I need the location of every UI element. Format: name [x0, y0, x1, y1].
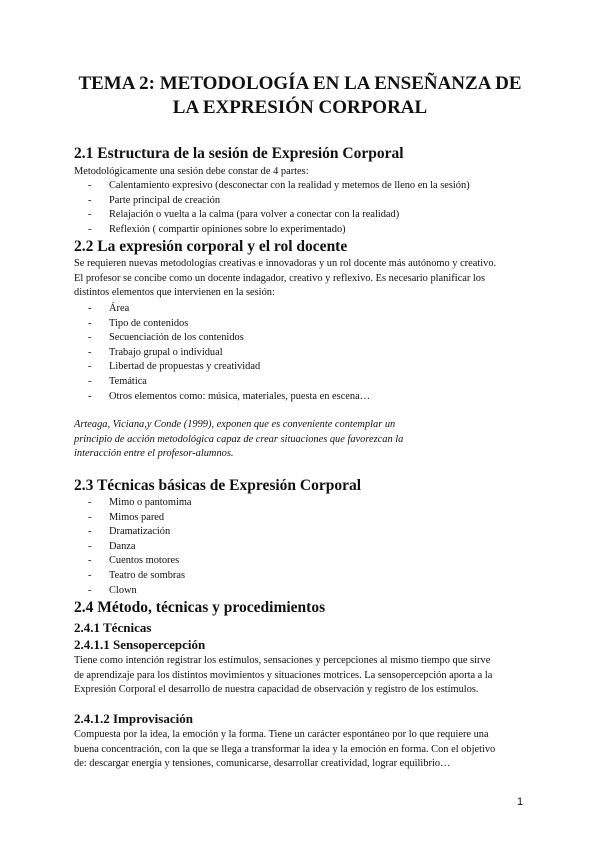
list-item: - Otros elementos como: música, materiales, puesta en escena…: [88, 390, 370, 405]
title-line-2: LA EXPRESIÓN CORPORAL: [172, 97, 428, 118]
paragraph-line: distintos elementos que intervienen en la sesión:: [74, 287, 275, 299]
list-item: - Reflexión ( compartir opiniones sobre lo experimentado): [88, 223, 470, 238]
list-item: - Tipo de contenidos: [88, 317, 370, 332]
section-2-1-intro-text: Metodológicamente una sesión debe constar de 4 partes:: [74, 166, 309, 177]
section-2-1-heading: 2.1 Estructura de la sesión de Expresión Corporal: [74, 145, 404, 162]
list-item: - Secuenciación de los contenidos: [88, 331, 370, 346]
paragraph-line: Se requieren nuevas metodologías creativas e innovadoras y un rol docente más autónomo y creativo.: [74, 258, 497, 269]
list-item: - Calentamiento expresivo (desconectar con la realidad y metemos de lleno en la sesión): [88, 179, 470, 194]
paragraph-line: El profesor se concibe como un docente indagador, creativo y reflexivo. Es necesario planificar los: [74, 272, 486, 284]
quote-line: Arteaga, Viciana,y Conde (1999), exponen que es conveniente contemplar un: [74, 419, 396, 430]
list-item: - Mimo o pantomima: [88, 496, 192, 511]
list-item: - Parte principal de creación: [88, 194, 470, 209]
list-item: - Temática: [88, 375, 370, 390]
list-item: - Danza: [88, 540, 192, 555]
paragraph-line: Compuesta por la idea, la emoción y la forma. Tiene un carácter espontáneo por lo que requiere una: [74, 729, 489, 740]
section-2-2-paragraph: [74, 257, 529, 301]
paragraph-line: Expresión Corporal el desarrollo de nuestra capacidad de observación y registro de los estímulos.: [74, 684, 479, 696]
paragraph-line: buena concentración, con la que se llega a transformar la idea y la emoción en forma. Con el objetivo: [74, 743, 496, 755]
techniques-list: [88, 496, 192, 598]
improvisacion-paragraph: [74, 728, 529, 772]
list-item: - Mimos pared: [88, 511, 192, 526]
paragraph-line: Tiene como intención registrar los estímulos, sensaciones y percepciones al mismo tiempo que sirve: [74, 655, 491, 666]
page-number: 1: [517, 796, 524, 808]
list-item: - Relajación o vuelta a la calma (para volver a conectar con la realidad): [88, 208, 470, 223]
list-item: - Clown: [88, 584, 192, 599]
section-2-4-1-heading: 2.4.1 Técnicas: [74, 620, 152, 635]
list-item: - Área: [88, 302, 370, 317]
section-2-1-intro: [74, 165, 529, 180]
section-2-4-1-1-heading: 2.4.1.1 Sensopercepción: [74, 637, 206, 652]
citation-quote: [74, 418, 529, 462]
quote-line: interacción entre el profesor-alumnos.: [74, 448, 234, 460]
sensopercepcion-paragraph: [74, 654, 529, 698]
section-2-3-heading: 2.3 Técnicas básicas de Expresión Corporal: [74, 477, 362, 494]
document-title: [60, 72, 540, 120]
list-item: - Trabajo grupal o individual: [88, 346, 370, 361]
section-2-4-heading: 2.4 Método, técnicas y procedimientos: [74, 599, 326, 616]
list-item: - Dramatización: [88, 525, 192, 540]
section-2-2-heading: 2.2 La expresión corporal y el rol docente: [74, 238, 348, 255]
session-parts-list: [88, 179, 470, 237]
paragraph-line: de aprendizaje para los distintos movimientos y situaciones motrices. La sensopercepción aporta a la: [74, 669, 493, 681]
list-item: - Libertad de propuestas y creatividad: [88, 360, 370, 375]
section-2-4-1-2-heading: 2.4.1.2 Improvisación: [74, 711, 193, 726]
list-item: - Cuentos motores: [88, 554, 192, 569]
list-item: - Teatro de sombras: [88, 569, 192, 584]
quote-line: principio de acción metodológica capaz de crear situaciones que favorezcan la: [74, 433, 404, 445]
title-line-1: TEMA 2: METODOLOGÍA EN LA ENSEÑANZA DE: [78, 73, 522, 94]
paragraph-line: de: descargar energía y tensiones, comunicarse, desarrollar creatividad, lograr equilibrio…: [74, 758, 451, 770]
session-elements-list: [88, 302, 370, 404]
